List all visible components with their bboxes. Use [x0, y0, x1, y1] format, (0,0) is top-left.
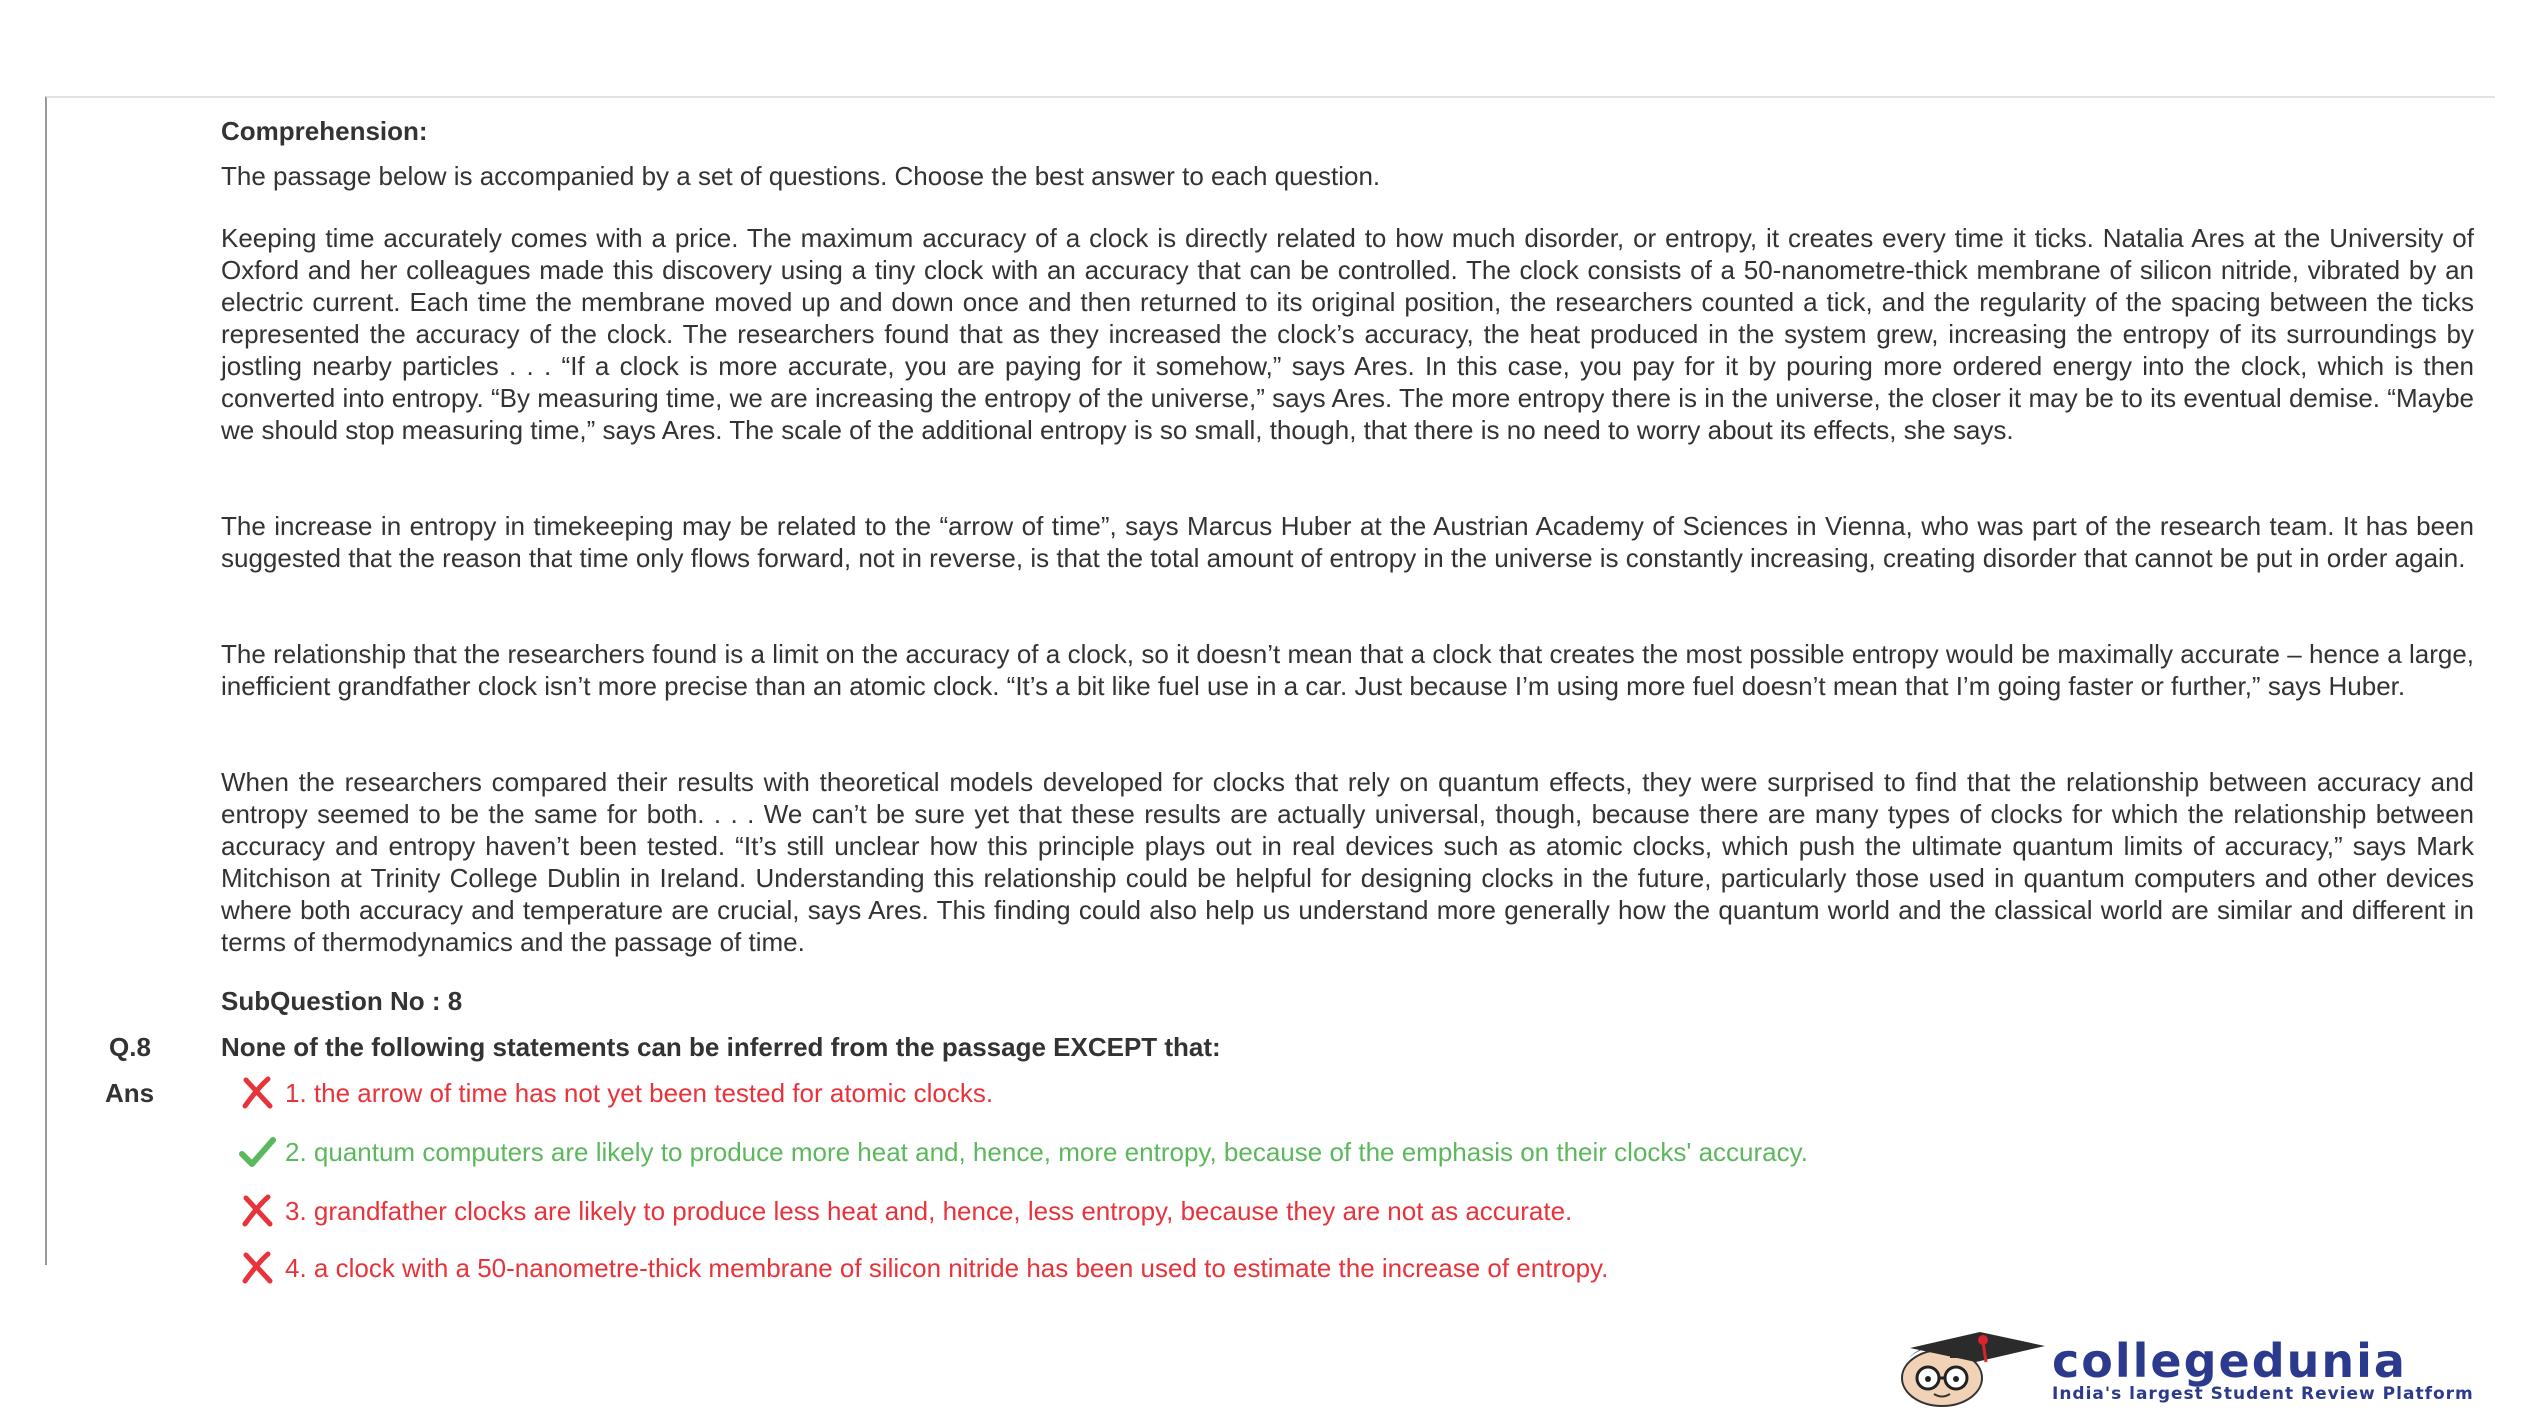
comprehension-heading: Comprehension: [221, 116, 428, 146]
passage-paragraph-2: The increase in entropy in timekeeping may be related to the “arrow of time”, says Marcus Huber at the Austrian Academy of Sciences in Vienna, who was part of the research team. It has been suggested that the reason that time only flows forward, not in reverse, is that the total amount of entropy in the universe is constantly increasing, creating disorder that cannot be put in order again. [221, 511, 2474, 573]
question-panel [45, 96, 2495, 1283]
cross-icon [237, 1191, 277, 1231]
answer-option-2 [237, 1132, 1808, 1172]
cross-icon [237, 1073, 277, 1113]
passage-paragraph-1: Keeping time accurately comes with a price. The maximum accuracy of a clock is directly related to how much disorder, or entropy, it creates every time it ticks. Natalia Ares at the University of Oxford and her colleagues made this discovery using a tiny clock with an accuracy that can be controlled. The clock consists of a 50-nanometre-thick membrane of silicon nitride, vibrated by an electric current. Each time the membrane moved up and down once and then returned to its original position, the researchers counted a tick, and the regularity of the spacing between the ticks represented the accuracy of the clock. The researchers found that as they increased the clock’s accuracy, the heat produced in the system grew, increasing the entropy of its surroundings by jostling nearby particles . . . “If a clock is more accurate, you are paying for it somehow,” says Ares. In this case, you pay for it by pouring more ordered energy into the clock, which is then converted into entropy. “By measuring time, we are increasing the entropy of the universe,” says Ares. The more entropy there is in the universe, the closer it may be to its eventual demise. “Maybe we should stop measuring time,” says Ares. The scale of the additional entropy is so small, though, that there is no need to worry about its effects, she says. [221, 223, 2474, 445]
answer-option-3 [237, 1191, 1572, 1231]
student-mascot-icon [1880, 1328, 2050, 1408]
passage-paragraph-3: The relationship that the researchers found is a limit on the accuracy of a clock, so it doesn’t mean that a clock that creates the most possible entropy would be maximally accurate – hence a large, inefficient grandfather clock isn’t more precise than an atomic clock. “It’s a bit like fuel use in a car. Just because I’m using more fuel doesn’t mean that I’m going faster or further,” says Huber. [221, 639, 2474, 701]
passage-paragraph-4: When the researchers compared their results with theoretical models developed for clocks that rely on quantum effects, they were surprised to find that the relationship between accuracy and entropy seemed to be the same for both. . . . We can’t be sure yet that these results are actually universal, though, because there are many types of clocks for which the relationship between accuracy and entropy haven’t been tested. “It’s still unclear how this principle plays out in real devices such as atomic clocks, which push the ultimate quantum limits of accuracy,” says Mark Mitchison at Trinity College Dublin in Ireland. Understanding this relationship could be helpful for designing clocks in the future, particularly those used in quantum computers and other devices where both accuracy and temperature are crucial, says Ares. This finding could also help us understand more generally how the quantum world and the classical world are similar and different in terms of thermodynamics and the passage of time. [221, 767, 2474, 957]
answer-option-text: 3. grandfather clocks are likely to produce less heat and, hence, less entropy, because they are not as accurate. [285, 1195, 1573, 1226]
check-icon [237, 1132, 277, 1172]
brand-name: collegedunia [2052, 1334, 2407, 1388]
answer-option-text: 1. the arrow of time has not yet been tested for atomic clocks. [285, 1077, 994, 1108]
comprehension-intro: The passage below is accompanied by a set of questions. Choose the best answer to each question. [221, 161, 1381, 191]
question-text: None of the following statements can be inferred from the passage EXCEPT that: [221, 1032, 1221, 1062]
collegedunia-logo [1880, 1328, 2520, 1408]
cross-icon [237, 1248, 277, 1288]
answer-label: Ans [105, 1078, 155, 1108]
subquestion-label: SubQuestion No : 8 [221, 986, 463, 1016]
answer-option-text: 4. a clock with a 50-nanometre-thick membrane of silicon nitride has been used to estimate the increase of entropy. [285, 1252, 1609, 1283]
answer-option-text: 2. quantum computers are likely to produce more heat and, hence, more entropy, because of the emphasis on their clocks' accuracy. [285, 1136, 1808, 1167]
answer-option-1 [237, 1073, 993, 1113]
answer-option-4 [237, 1248, 1608, 1288]
brand-tagline: India's largest Student Review Platform [2052, 1384, 2474, 1404]
question-number: Q.8 [109, 1032, 151, 1062]
